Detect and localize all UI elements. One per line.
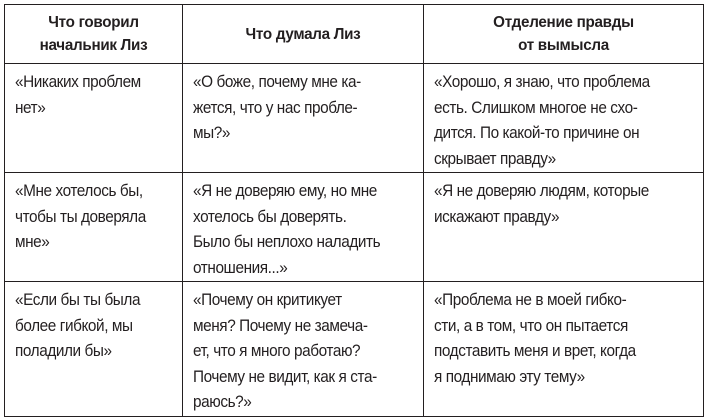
cell-text: «Я не доверяю ему, но мне хотелось бы доверять. Было бы неплохо наладить отношения...» [193, 182, 381, 277]
cell-text: «Хорошо, я знаю, что проблема есть. Слишком многое не схо- дится. По какой-то причине он скрывает правду» [434, 73, 650, 168]
table-row [5, 173, 704, 282]
cell-text: «Никаких проблем нет» [15, 73, 141, 117]
header-text: Отделение правды от вымысла [493, 14, 634, 54]
cell-boss-said [5, 282, 183, 417]
header-boss-said [5, 5, 183, 64]
cell-text: «Мне хотелось бы, чтобы ты доверяла мне» [15, 182, 146, 251]
header-liz-thought [183, 5, 424, 64]
cell-text: «Я не доверяю людям, которые искажают правду» [434, 182, 649, 226]
cell-text: «Почему он критикует меня? Почему не замеча- ет, что я много работаю? Почему не видит, как я ста- раюсь?» [193, 291, 377, 411]
comparison-table [4, 4, 704, 417]
cell-text: «Проблема не в моей гибко- сти, а в том, что он пытается подставить меня и врет, когда я поднимаю эту тему» [434, 291, 636, 386]
cell-text: «Если бы ты была более гибкой, мы поладили бы» [15, 291, 141, 360]
header-text: Что думала Лиз [245, 25, 361, 43]
header-truth-vs-fiction [424, 5, 704, 64]
cell-text: «О боже, почему мне ка- жется, что у нас пробле- мы?» [193, 73, 361, 142]
cell-truth [424, 282, 704, 417]
cell-truth [424, 64, 704, 173]
table-row [5, 282, 704, 417]
cell-boss-said [5, 64, 183, 173]
header-text: Что говорил начальник Лиз [39, 14, 148, 54]
cell-liz-thought [183, 282, 424, 417]
cell-truth [424, 173, 704, 282]
header-row [5, 5, 704, 64]
table-row [5, 64, 704, 173]
cell-boss-said [5, 173, 183, 282]
cell-liz-thought [183, 173, 424, 282]
cell-liz-thought [183, 64, 424, 173]
